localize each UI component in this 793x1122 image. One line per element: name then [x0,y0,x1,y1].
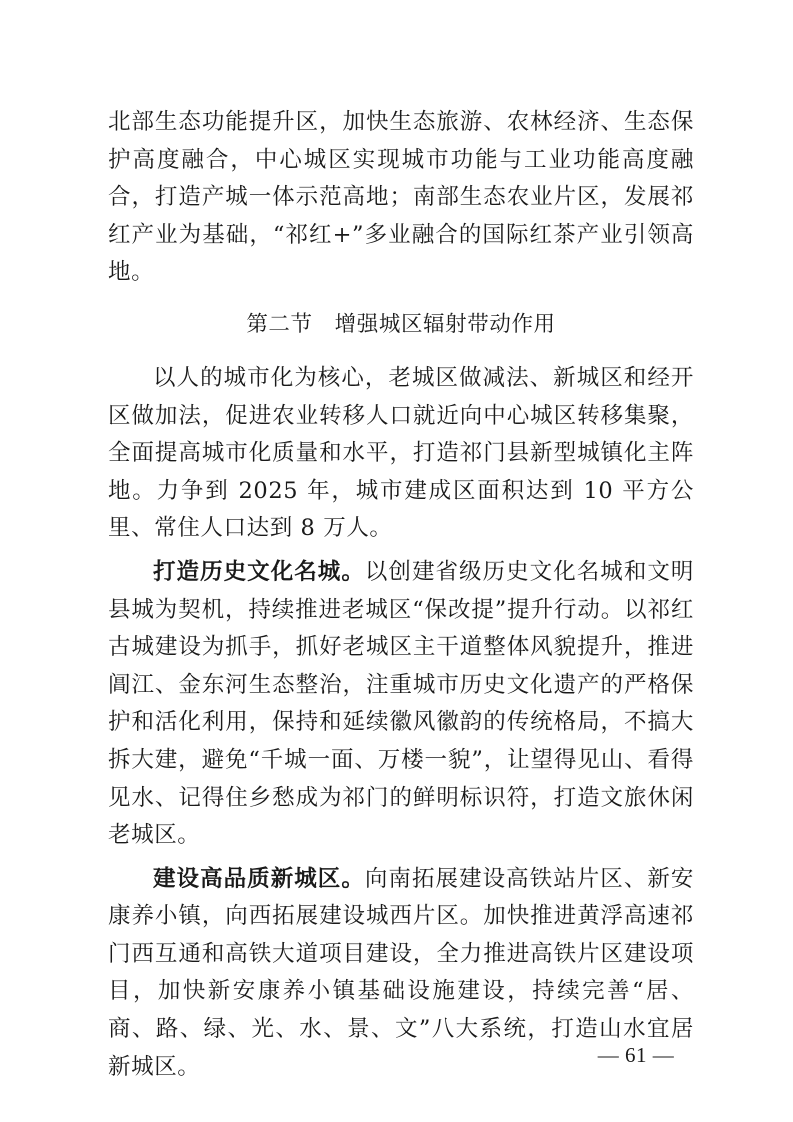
paragraph-text: 向南拓展建设高铁站片区、新安康养小镇，向西拓展建设城西片区。加快推进黄浮高速祁门西互通和高铁大道项目建设，全力推进高铁片区建设项目，加快新安康养小镇基础设施建设，持续完善“居、商、路、绿、光、水、景、文”八大系统，打造山水宜居新城区。 [108,865,694,1080]
body-paragraph [108,360,694,548]
paragraph-text: 以人的城市化为核心，老城区做减法、新城区和经开区做加法，促进农业转移人口就近向中心城区转移集聚，全面提高城市化质量和水平，打造祁门县新型城镇化主阵地。力争到 2025 年，城市建成区面积达到 10 平方公里、常住人口达到 8 万人。 [108,364,694,542]
paragraph-lead: 建设高品质新城区。 [153,865,365,892]
section-title: 增强城区辐射带动作用 [334,311,556,337]
paragraph-text: 以创建省级历史文化名城和文明县城为契机，持续推进老城区“保改提”提升行动。以祁红古城建设为抓手，抓好老城区主干道整体风貌提升，推进阊江、金东河生态整治，注重城市历史文化遗产的严格保护和活化利用，保持和延续徽风徽韵的传统格局，不搞大拆大建，避免“千城一面、万楼一貌”，让望得见山、看得见水、记得住乡愁成为祁门的鲜明标识符，打造文旅休闲老城区。 [108,558,694,849]
body-paragraph [108,554,694,855]
section-heading [108,310,694,340]
section-number: 第二节 [246,311,313,337]
intro-paragraph: 北部生态功能提升区，加快生态旅游、农林经济、生态保护高度融合，中心城区实现城市功能与工业功能高度融合，打造产城一体示范高地；南部生态农业片区，发展祁红产业为基础，“祁红+”多业融合的国际红茶产业引领高地。 [108,109,694,286]
page-number: — 61 — [597,1043,675,1067]
document-page [108,104,694,1086]
paragraph-lead: 打造历史文化名城。 [153,558,365,585]
